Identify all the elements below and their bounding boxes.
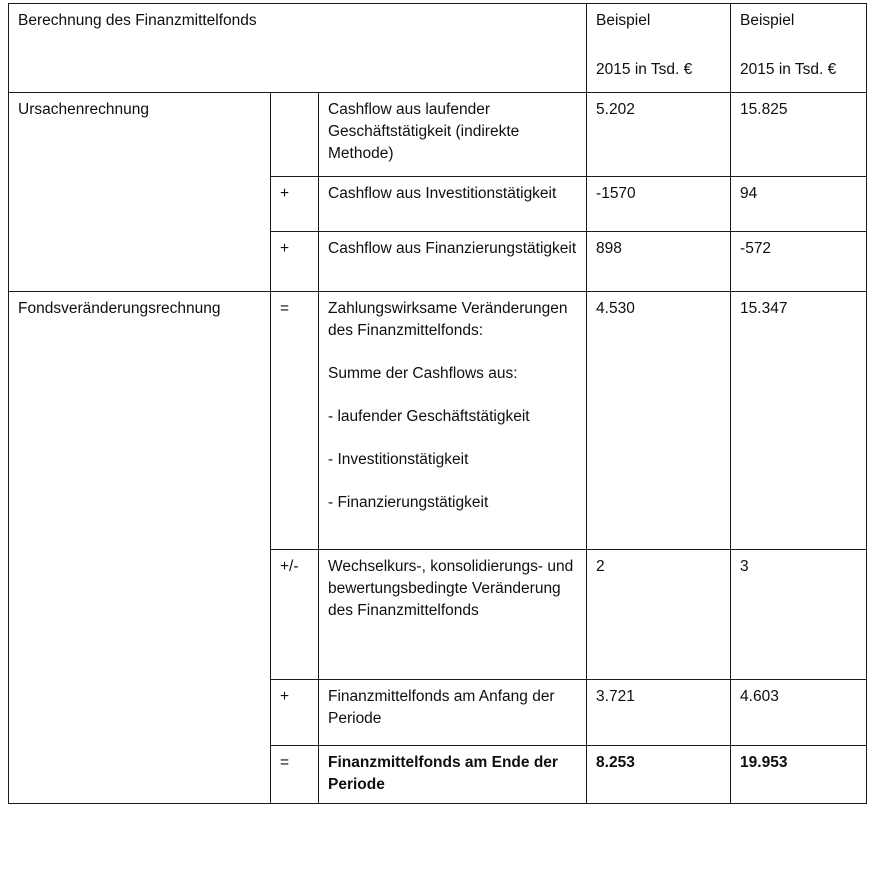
row-value-2: 4.603 [731, 680, 867, 746]
row-value-2: 94 [731, 177, 867, 232]
row-description [319, 292, 587, 550]
table-row [9, 292, 867, 550]
row-value-1: 5.202 [587, 93, 731, 177]
header-value-1-line1: Beispiel [596, 12, 651, 29]
row-value-2: -572 [731, 232, 867, 292]
row-value-2: 3 [731, 550, 867, 680]
table-header-row [9, 4, 867, 93]
header-value-2-line2: 2015 in Tsd. € [740, 61, 837, 78]
row-description: Cashflow aus Investitionstätigkeit [319, 177, 587, 232]
row-value-1: -1570 [587, 177, 731, 232]
row-operator: = [271, 746, 319, 804]
description-paragraph: - Investitionstätigkeit [328, 451, 469, 468]
description-paragraph: - Finanzierungstätigkeit [328, 494, 489, 511]
description-paragraph: Zahlungswirksame Veränderungen des Finanzmittelfonds: [328, 300, 568, 339]
row-description: Wechselkurs-, konsolidierungs- und bewertungsbedingte Veränderung des Finanzmittelfonds [319, 550, 587, 680]
header-value-1-line2: 2015 in Tsd. € [596, 61, 693, 78]
row-value-1: 4.530 [587, 292, 731, 550]
description-paragraph: Summe der Cashflows aus: [328, 365, 518, 382]
row-value-1: 3.721 [587, 680, 731, 746]
row-operator: + [271, 680, 319, 746]
section-label-fondsveraenderungsrechnung: Fondsveränderungsrechnung [9, 292, 271, 804]
header-value-2-line1: Beispiel [740, 12, 795, 29]
header-value-2-cell [731, 4, 867, 93]
row-value-2: 15.347 [731, 292, 867, 550]
row-value-1: 2 [587, 550, 731, 680]
row-operator: + [271, 232, 319, 292]
table-header [9, 4, 867, 93]
row-description: Finanzmittelfonds am Ende der Periode [319, 746, 587, 804]
row-operator: = [271, 292, 319, 550]
finanzmittelfonds-table [8, 3, 867, 804]
header-value-1-cell [587, 4, 731, 93]
table-body [9, 93, 867, 804]
row-operator [271, 93, 319, 177]
row-operator: +/- [271, 550, 319, 680]
section-label-ursachenrechnung: Ursachenrechnung [9, 93, 271, 292]
row-value-1: 8.253 [587, 746, 731, 804]
row-value-1: 898 [587, 232, 731, 292]
header-title-cell: Berechnung des Finanzmittelfonds [9, 4, 587, 93]
row-description: Cashflow aus Finanzierungstätigkeit [319, 232, 587, 292]
row-description: Cashflow aus laufender Geschäftstätigkeit (indirekte Methode) [319, 93, 587, 177]
row-operator: + [271, 177, 319, 232]
row-description: Finanzmittelfonds am Anfang der Periode [319, 680, 587, 746]
row-value-2: 15.825 [731, 93, 867, 177]
description-paragraph: - laufender Geschäftstätigkeit [328, 408, 530, 425]
table-row [9, 93, 867, 177]
row-value-2: 19.953 [731, 746, 867, 804]
